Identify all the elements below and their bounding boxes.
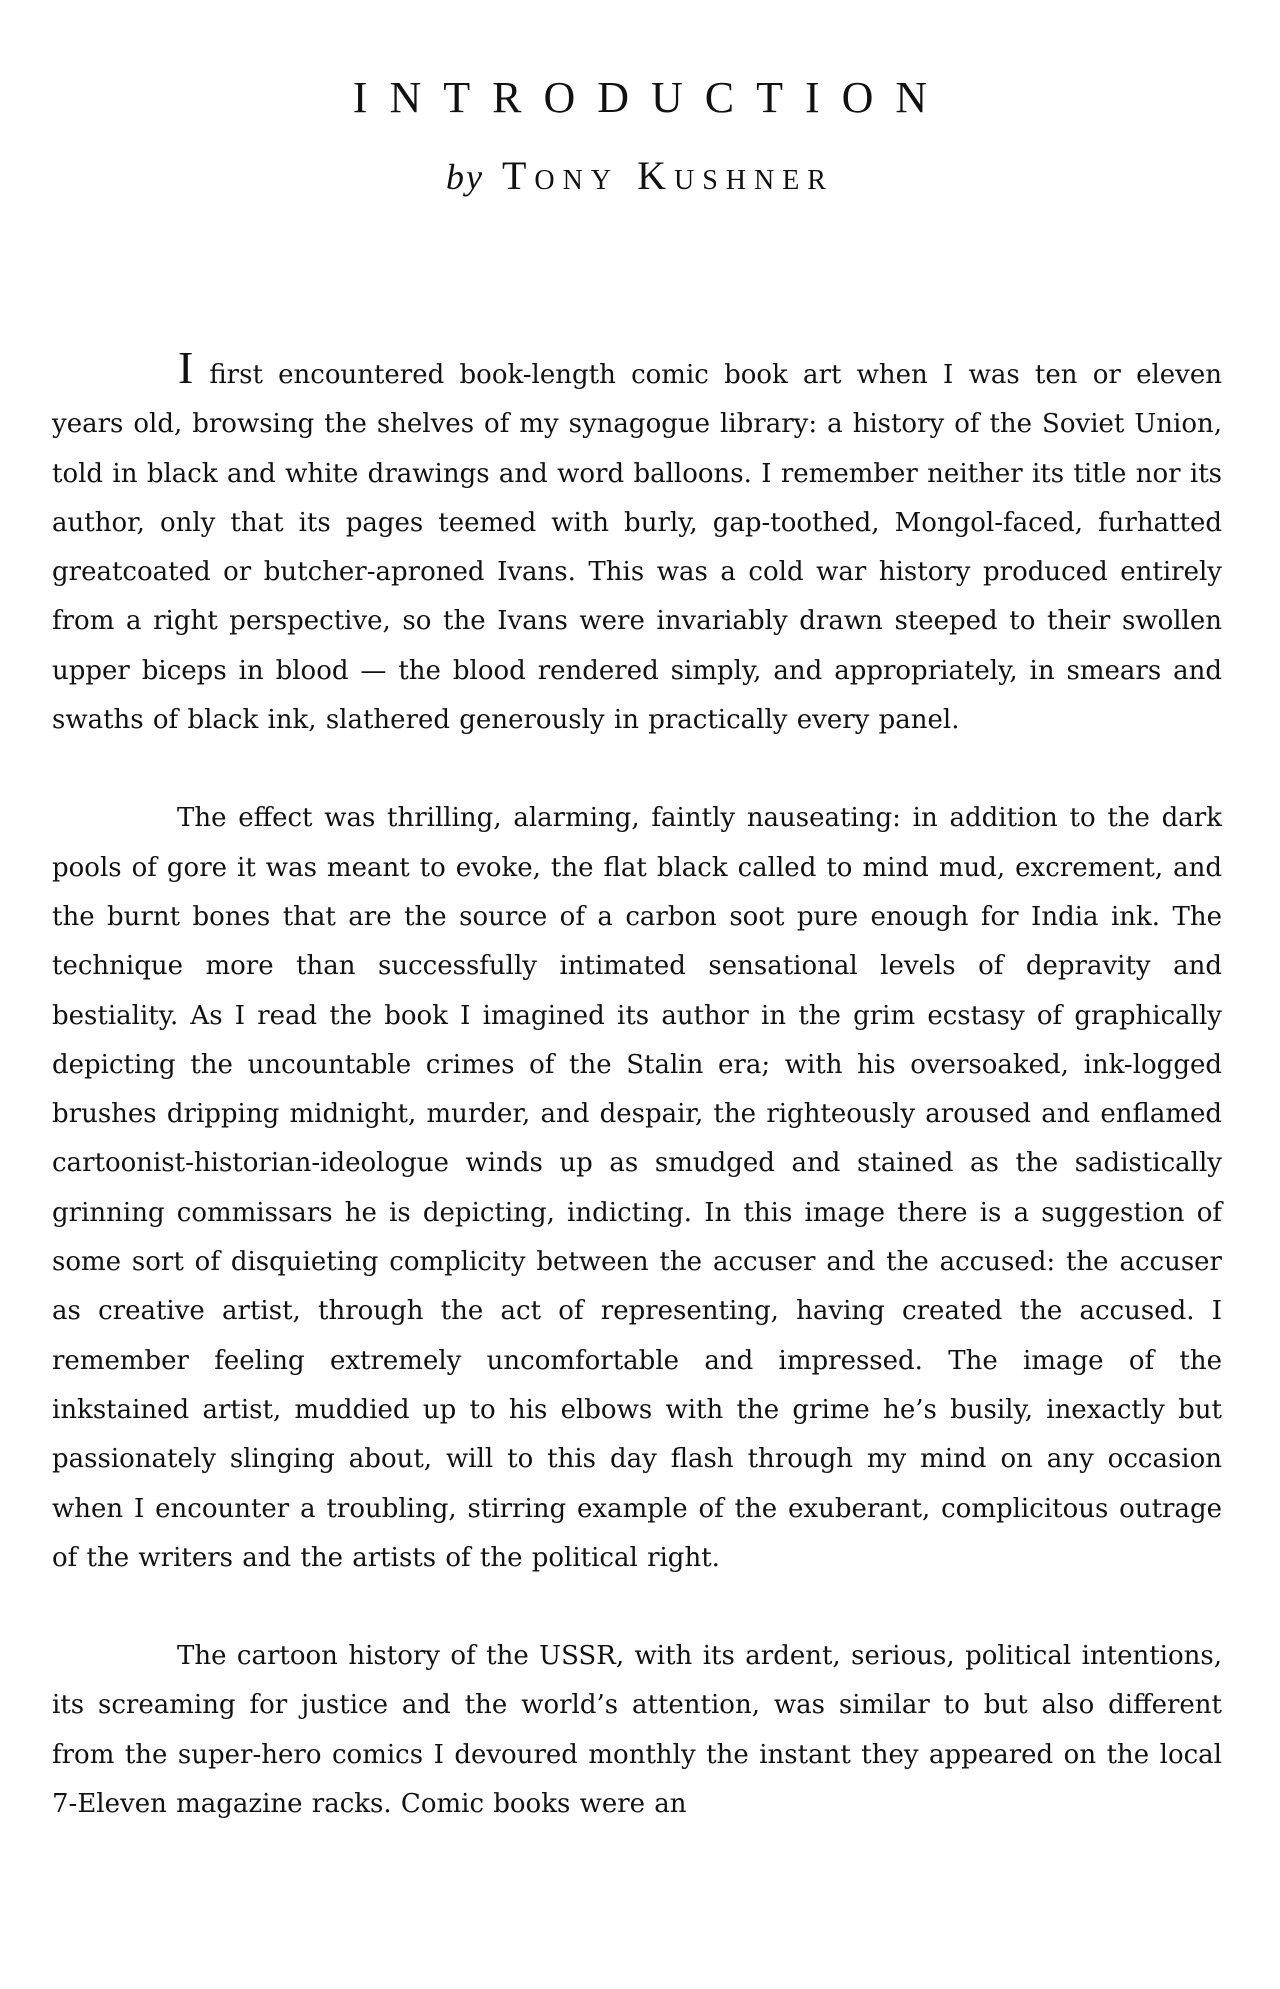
paragraph-1-text: first encountered book-length comic book art when I was ten or eleven years old, browsing the shelves of my synagogue library: a history of the Soviet Union, told in black and white drawings and word balloons. I remember neither its title nor its author, only that its pages teemed with burly, gap-toothed, Mongol-faced, furhatted greatcoated or butcher-aproned Ivans. This was a cold war history produced entirely from a right perspective, so the Ivans were invariably drawn steeped to their swollen upper biceps in blood — the blood rendered simply, and appropriately, in smears and swaths of black ink, slathered generously in practically every panel. [52,360,1222,736]
paragraph-3: The cartoon history of the USSR, with its ardent, serious, political intentions, its screaming for justice and the world’s attention, was similar to but also different from the super-hero comics I devoured monthly the instant they appeared on the local 7-Eleven magazine racks. Comic books were an [52,1641,1222,1820]
byline-author: Tony Kushner [501,153,834,198]
chapter-title: INTRODUCTION [352,73,950,122]
paragraph-1 [52,342,1222,745]
body-text [52,342,1222,1829]
byline [0,152,1280,199]
byline-by: by [446,157,484,197]
drop-cap: I [178,342,194,393]
paragraph-2: The effect was thrilling, alarming, faintly nauseating: in addition to the dark pools of gore it was meant to evoke, the flat black called to mind mud, excrement, and the burnt bones that are the source of a carbon soot pure enough for India ink. The technique more than successfully intimated sensational levels of depravity and bestiality. As I read the book I imagined its author in the grim ecstasy of graphically depicting the uncountable crimes of the Stalin era; with his oversoaked, ink-logged brushes dripping midnight, murder, and despair, the righteously aroused and enflamed cartoonist-historian-ideologue winds up as smudged and stained as the sadistically grinning commissars he is depicting, indicting. In this image there is a suggestion of some sort of disquieting complicity between the accuser and the accused: the accuser as creative artist, through the act of representing, having created the accused. I remember feeling extremely uncomfortable and impressed. The image of the inkstained artist, muddied up to his elbows with the grime he’s busily, inexactly but passionately slinging about, will to this day flash through my mind on any occasion when I encounter a troubling, stirring example of the exuberant, complicitous outrage of the writers and the artists of the political right. [52,803,1222,1573]
